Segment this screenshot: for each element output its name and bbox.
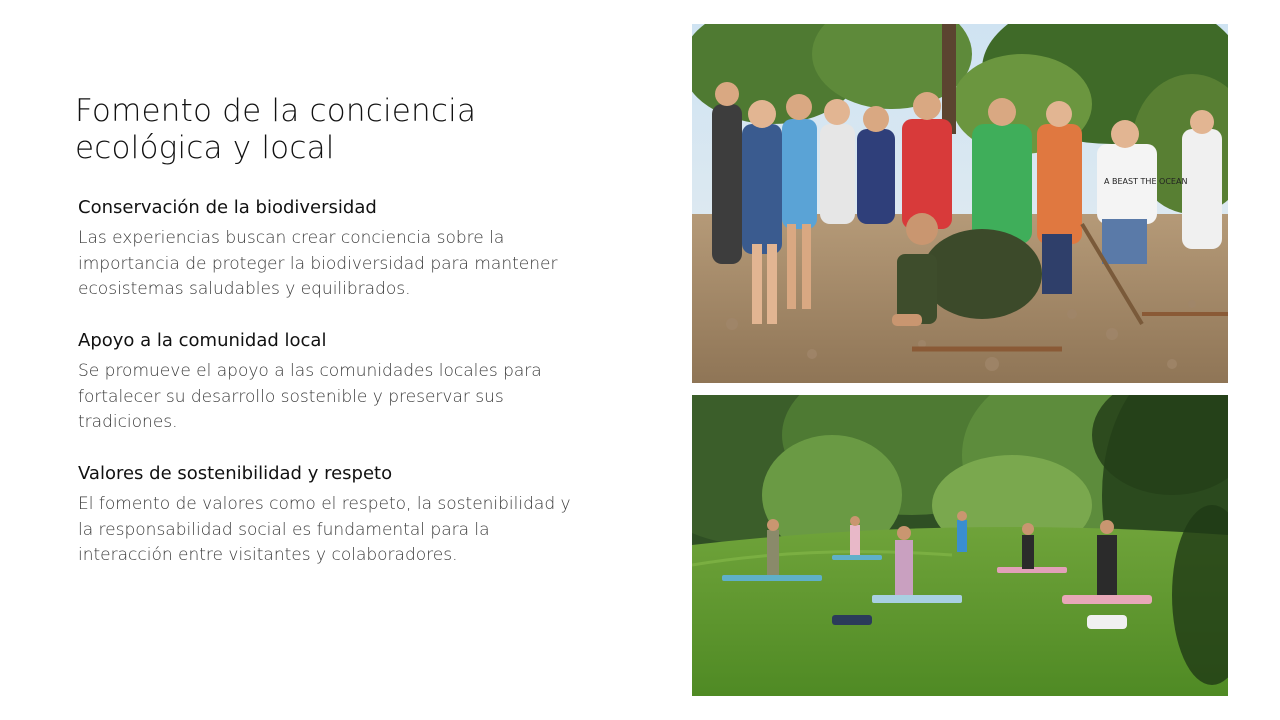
section-heading: Apoyo a la comunidad local <box>78 330 327 351</box>
section-body: El fomento de valores como el respeto, la sostenibilidad y la responsabilidad social es fundamental para la interacción entre visitantes y colaboradores. <box>78 494 571 565</box>
photo-group-planting <box>692 24 1228 383</box>
shirt-print-text: A BEAST THE OCEAN <box>1104 177 1188 186</box>
section-body: Las experiencias buscan crear conciencia sobre la importancia de proteger la biodiversidad para mantener ecosistemas saludables y equilibrados. <box>78 228 558 299</box>
photo-group-planting-image <box>692 24 1228 383</box>
photo-yoga-park <box>692 395 1228 696</box>
section-heading: Conservación de la biodiversidad <box>78 197 377 218</box>
slide-title-line-2: ecológica y local <box>75 130 335 166</box>
photo-yoga-park-image <box>692 395 1228 696</box>
section-body: Se promueve el apoyo a las comunidades locales para fortalecer su desarrollo sostenible y preservar sus tradiciones. <box>78 361 542 432</box>
slide-title-line-1: Fomento de la conciencia <box>75 93 477 129</box>
section-biodiversity <box>78 196 578 303</box>
section-sustainability-values <box>78 462 578 569</box>
section-heading: Valores de sostenibilidad y respeto <box>78 463 393 484</box>
slide-title <box>75 93 635 167</box>
section-local-community <box>78 329 578 436</box>
